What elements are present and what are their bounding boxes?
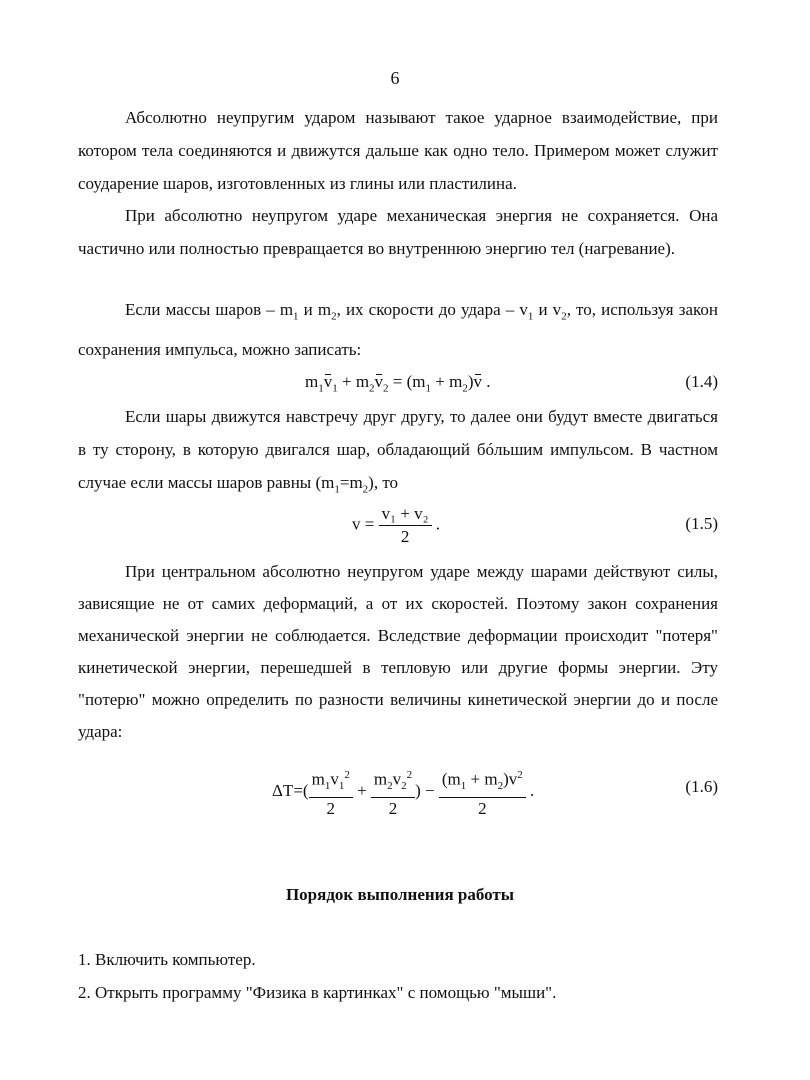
equation-1-6: ΔT=( $\frac{m_1v_1^2}{2}$ + $\frac{m_2v_2^2}{2}$ ) − $\frac{(m_1 + m_2)v^2}{2}$ . (272, 764, 534, 820)
equation-1-5: v = $\frac{\text{v₁ + v₂}}{2}$ . (352, 504, 441, 546)
equation-number-1-5: (1.5) (685, 514, 718, 533)
equation-1-4: $m_1v_1 + m_2v_2 = (m_1 + m_2)v$ . (305, 372, 491, 395)
page-number: 6 (390, 68, 400, 88)
section-heading: Порядок выполнения работы (285, 885, 515, 904)
equation-number-1-4: (1.4) (685, 372, 718, 391)
equation-number-1-6: (1.6) (685, 777, 718, 796)
paragraph-5: При центральном абсолютно неупругом ударе между шарами действуют силы, зависящие не от самих деформаций, а от их скоростей. Поэтому закон сохранения механической энергии не соблюдается. Вследствие деформации происходит "потеря" кинетической энергии, перешедшей в тепловую или другие формы энергии. Эту "потерю" можно определить по разности величины кинетической энергии до и после удара: (78, 562, 718, 741)
list-item-2: 2. Открыть программу "Физика в картинках" с помощью "мыши". (78, 983, 557, 1002)
paragraph-3: Если массы шаров – $m_1$ и $m_2$, их скорости до удара – $v_1$ и $v_2$, то, используя закон сохранения импульса, можно записать: (78, 300, 718, 360)
paragraph-1: Абсолютно неупругим ударом называют такое ударное взаимодействие, при котором тела соединяются и движутся дальше как одно тело. Примером может служит соударение шаров, изготовленных из глины или пластилина. (78, 108, 718, 193)
paragraph-2: При абсолютно неупругом ударе механическая энергия не сохраняется. Она частично или полностью превращается во внутреннюю энергию тел (нагревание). (78, 206, 718, 258)
list-item-1: 1. Включить компьютер. (78, 950, 256, 969)
paragraph-4: Если шары движутся навстречу друг другу, то далее они будут вместе двигаться в ту сторону, в которую двигался шар, обладающий бóльшим импульсом. В частном случае если массы шаров равны $(m_1=m_2)$, то (78, 407, 718, 496)
